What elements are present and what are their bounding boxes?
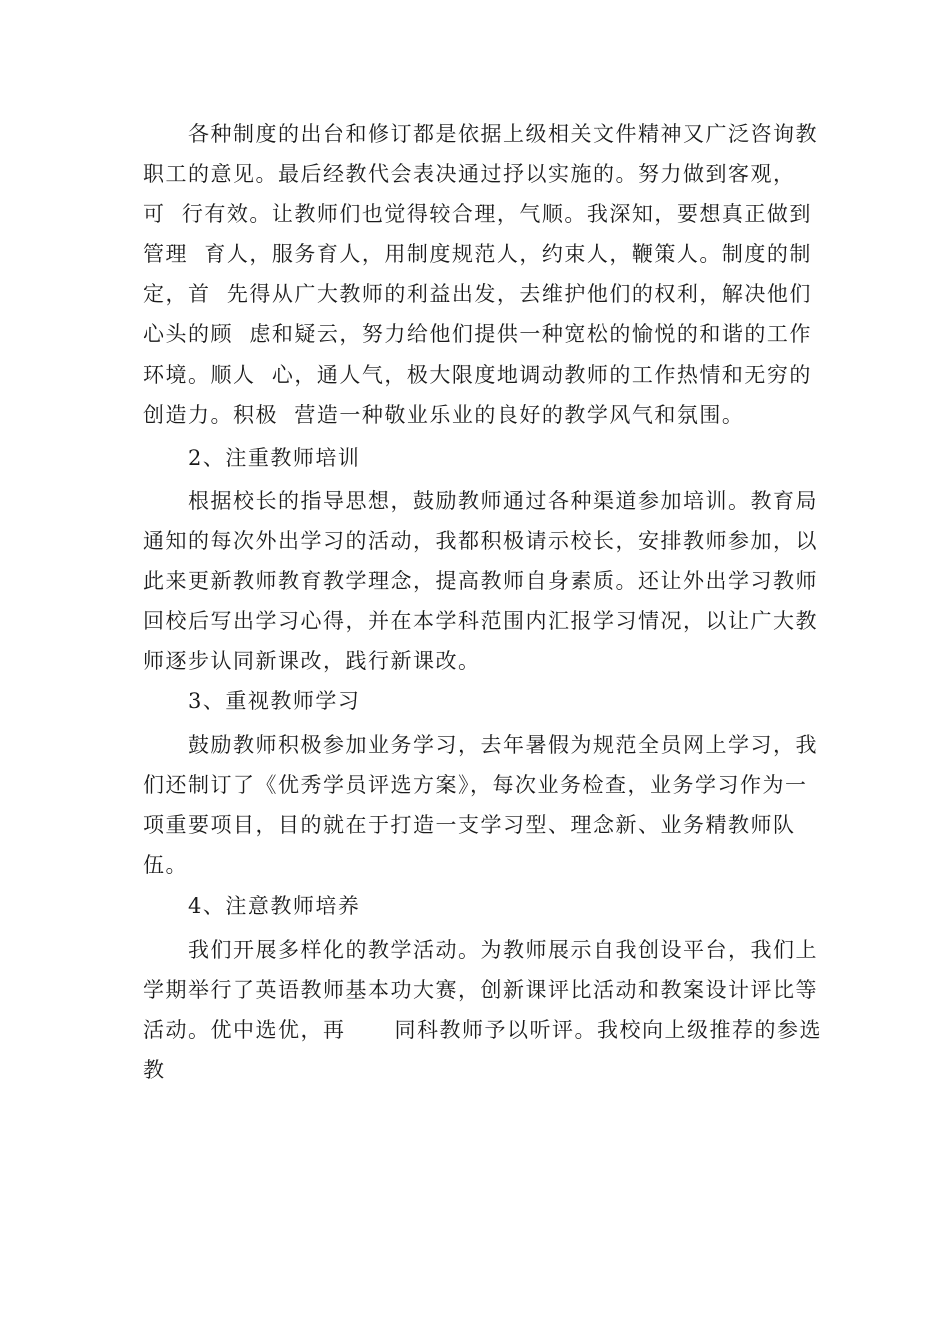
- text-line: 定，首 先得从广大教师的利益出发，去维护他们的权利，解决他们: [143, 282, 812, 306]
- section-heading: 4、注意教师培养: [188, 894, 361, 918]
- text-line: 师逐步认同新课改，践行新课改。: [143, 649, 481, 673]
- text-line: 管理 育人，服务育人，用制度规范人，约束人，鞭策人。制度的制: [143, 242, 812, 266]
- text-line: 项重要项目，目的就在于打造一支学习型、理念新、业务精教师队: [143, 813, 796, 837]
- text-line: 此来更新教师教育教学理念，提高教师自身素质。还让外出学习教师: [143, 569, 818, 593]
- text-line: 通知的每次外出学习的活动，我都积极请示校长，安排教师参加，以: [143, 529, 818, 553]
- text-line: 根据校长的指导思想，鼓励教师通过各种渠道参加培训。教育局: [188, 489, 818, 513]
- text-line: 我们开展多样化的教学活动。为教师展示自我创设平台，我们上: [188, 938, 818, 962]
- text-line: 伍。: [143, 853, 188, 877]
- text-line: 心头的顾 虑和疑云，努力给他们提供一种宽松的愉悦的和谐的工作: [143, 322, 812, 346]
- text-line: 各种制度的出台和修订都是依据上级相关文件精神又广泛咨询教: [188, 122, 818, 146]
- text-line: 们还制订了《优秀学员评选方案》，每次业务检查，业务学习作为一: [143, 773, 808, 797]
- text-line: 可 行有效。让教师们也觉得较合理，气顺。我深知，要想真正做到: [143, 202, 812, 226]
- section-heading: 2、注重教师培训: [188, 446, 361, 470]
- text-line: 职工的意见。最后经教代会表决通过抒以实施的。努力做到客观，: [143, 162, 796, 186]
- text-line: 环境。顺人 心，通人气，极大限度地调动教师的工作热情和无穷的: [143, 363, 812, 387]
- text-line: 活动。优中选优，再 同科教师予以听评。我校向上级推荐的参选: [143, 1018, 823, 1042]
- text-line: 学期举行了英语教师基本功大赛，创新课评比活动和教案设计评比等: [143, 978, 818, 1002]
- text-line: 教: [143, 1058, 166, 1082]
- text-line: 鼓励教师积极参加业务学习，去年暑假为规范全员网上学习，我: [188, 733, 818, 757]
- text-line: 回校后写出学习心得，并在本学科范围内汇报学习情况，以让广大教: [143, 609, 818, 633]
- text-line: 创造力。积极 营造一种敬业乐业的良好的教学风气和氛围。: [143, 403, 745, 427]
- section-heading: 3、重视教师学习: [188, 689, 361, 713]
